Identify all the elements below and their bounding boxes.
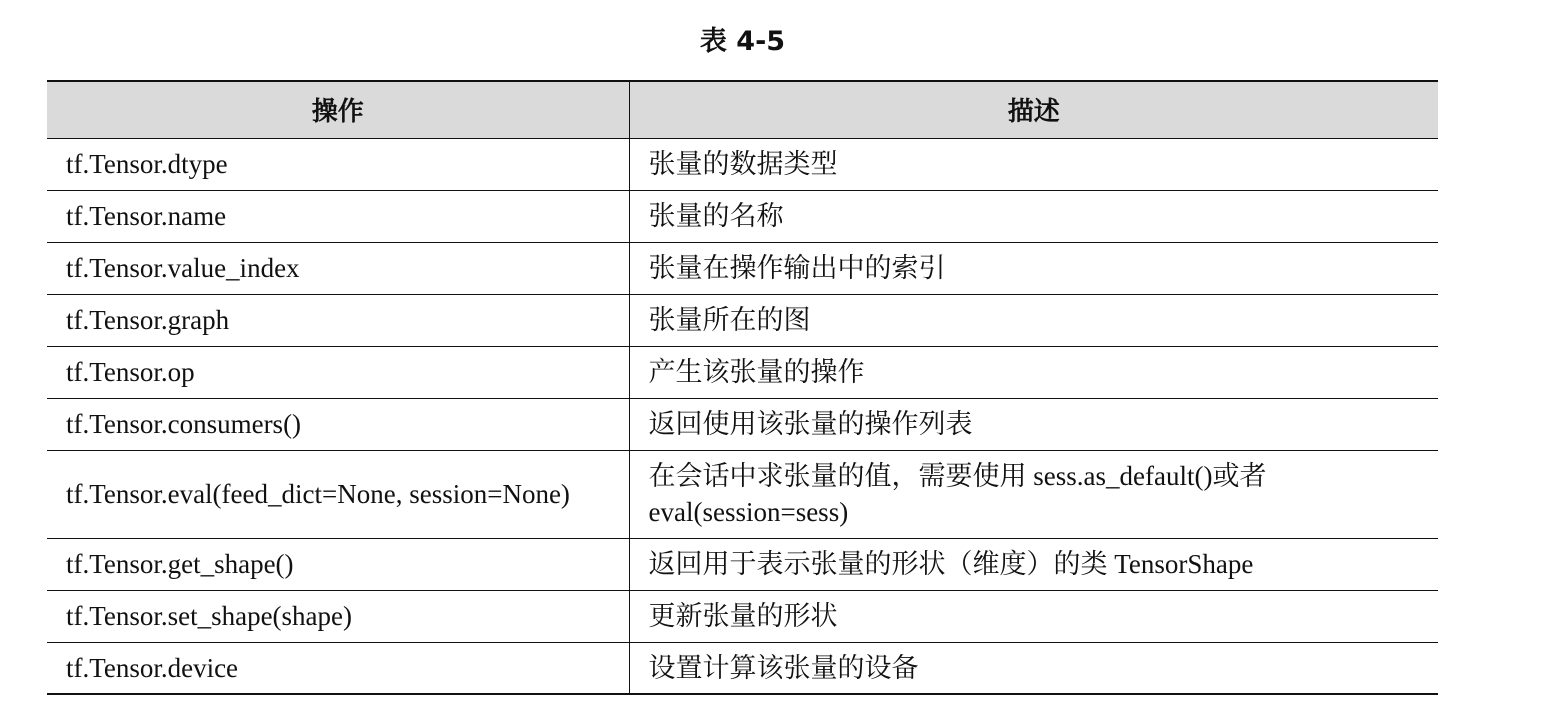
table-row	[47, 190, 1438, 242]
table-caption: 表 4-5	[699, 26, 786, 57]
operation-cell: tf.Tensor.set_shape(shape)	[47, 590, 629, 642]
description-cell: 设置计算该张量的设备	[629, 642, 1438, 694]
operation-cell: tf.Tensor.dtype	[47, 138, 629, 190]
table-row	[47, 590, 1438, 642]
description-cell: 返回使用该张量的操作列表	[629, 398, 1438, 450]
operation-cell: tf.Tensor.op	[47, 346, 629, 398]
operation-cell: tf.Tensor.graph	[47, 294, 629, 346]
operation-cell: tf.Tensor.name	[47, 190, 629, 242]
description-cell: 产生该张量的操作	[629, 346, 1438, 398]
description-cell: 张量的名称	[629, 190, 1438, 242]
header-operation: 操作	[47, 81, 629, 138]
operation-cell: tf.Tensor.consumers()	[47, 398, 629, 450]
operation-cell: tf.Tensor.eval(feed_dict=None, session=None)	[47, 450, 629, 538]
description-cell: 返回用于表示张量的形状（维度）的类 TensorShape	[629, 538, 1438, 590]
description-cell: 张量在操作输出中的索引	[629, 242, 1438, 294]
table-row	[47, 398, 1438, 450]
description-cell: 在会话中求张量的值，需要使用 sess.as_default()或者 eval(session=sess)	[629, 450, 1438, 538]
operation-cell: tf.Tensor.get_shape()	[47, 538, 629, 590]
table-row	[47, 538, 1438, 590]
table-row	[47, 346, 1438, 398]
operation-cell: tf.Tensor.value_index	[47, 242, 629, 294]
table-header-row	[47, 81, 1438, 138]
table-row	[47, 138, 1438, 190]
operation-cell: tf.Tensor.device	[47, 642, 629, 694]
tensor-operations-table	[47, 80, 1438, 695]
header-description: 描述	[629, 81, 1438, 138]
description-cell: 张量所在的图	[629, 294, 1438, 346]
table-row	[47, 450, 1438, 538]
table-row	[47, 242, 1438, 294]
description-cell: 张量的数据类型	[629, 138, 1438, 190]
table-row	[47, 294, 1438, 346]
table-row	[47, 642, 1438, 694]
description-cell: 更新张量的形状	[629, 590, 1438, 642]
